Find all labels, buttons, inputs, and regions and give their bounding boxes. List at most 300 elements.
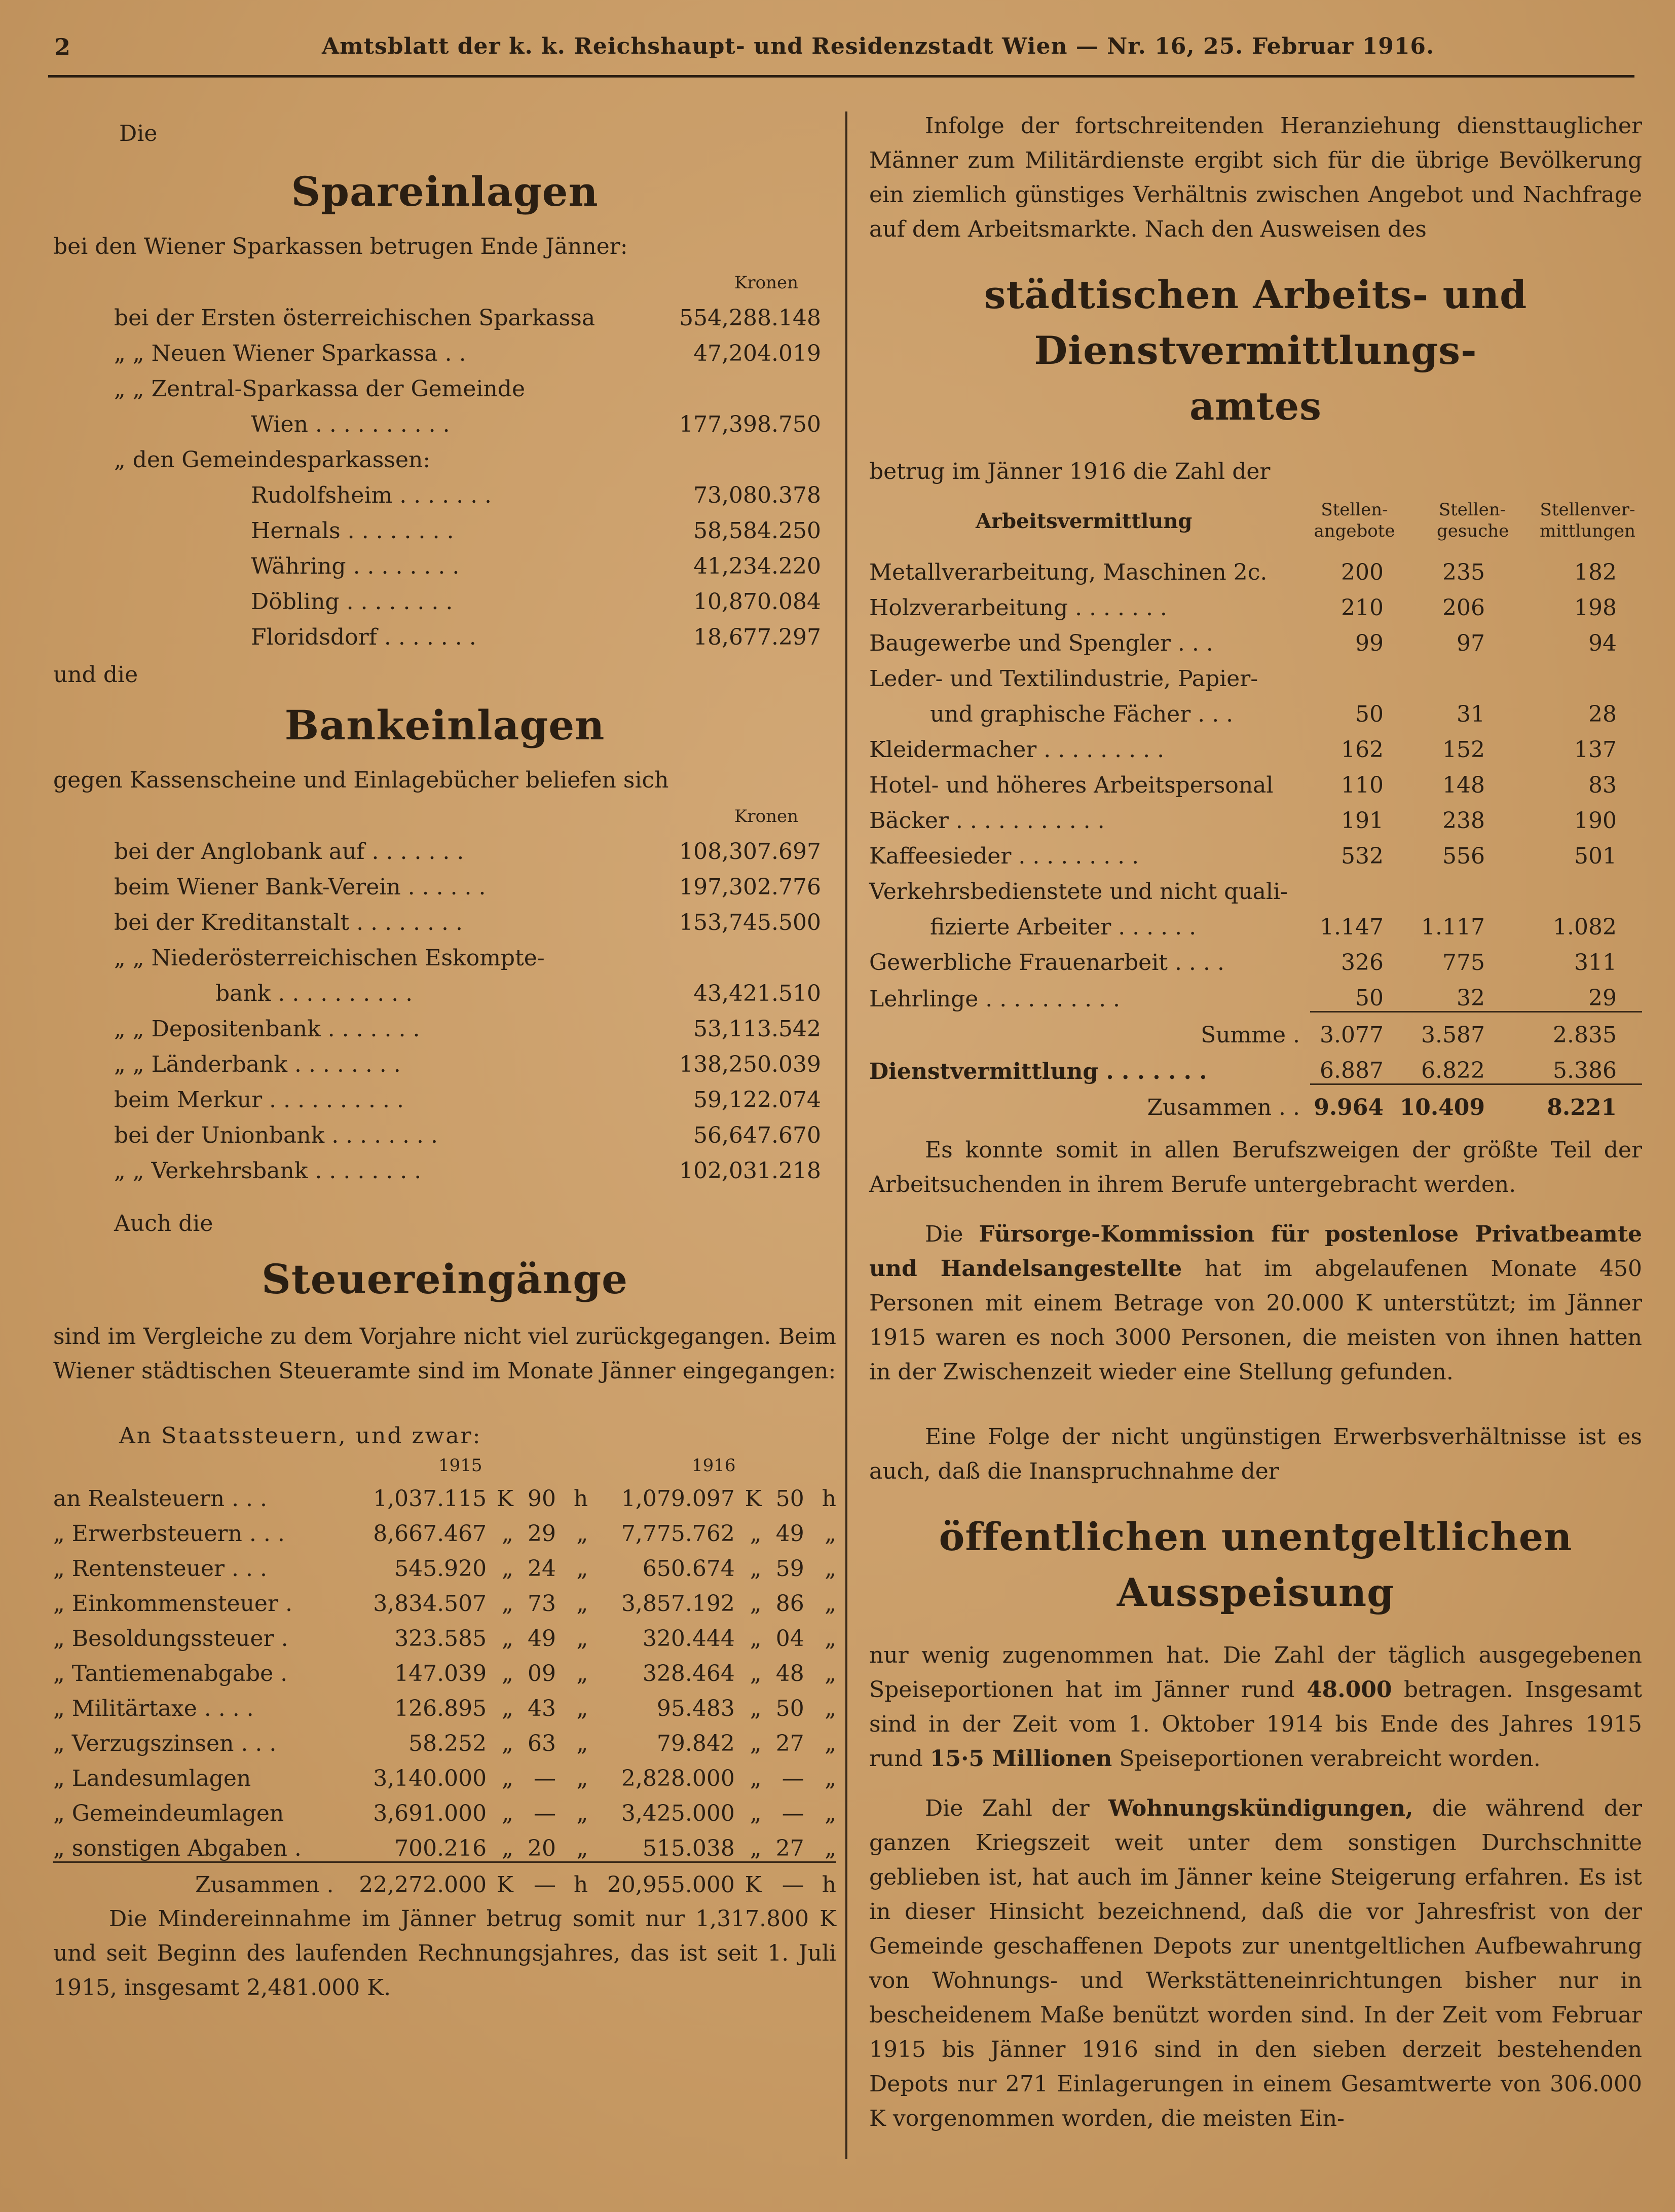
tax-1916-h-unit: h — [804, 1862, 836, 1898]
tax-1916-kronen: 3,425.000 — [621, 1801, 735, 1826]
page-number: 2 — [54, 33, 71, 61]
tax-1915-h-unit: „ — [576, 1801, 588, 1826]
tax-1915-h-unit: h — [556, 1862, 588, 1898]
tax-label: an Realsteuern . . . — [53, 1486, 267, 1512]
arbeit-row — [869, 905, 1642, 940]
bank-row — [114, 865, 836, 900]
fuersorge-kommission: Fürsorge-Kommission für postenlose Privatbeamte und Handelsangestellte — [869, 1221, 1643, 1282]
tax-1916-h-unit: „ — [825, 1591, 836, 1617]
year-1916: 1916 — [692, 1455, 736, 1476]
sparen-row — [114, 473, 836, 508]
tax-1916-kronen: 328.464 — [642, 1661, 735, 1686]
tax-row — [53, 1791, 836, 1826]
bank-label: „ „ Depositenbank . . . . . . . — [114, 1016, 420, 1042]
sparen-row — [114, 579, 836, 615]
bank-label: beim Wiener Bank-Verein . . . . . . — [114, 874, 486, 900]
arbeit-col-3: 8.221 — [1500, 1084, 1642, 1121]
arbeit-col-3: 28 — [1588, 701, 1617, 727]
sparen-row — [114, 508, 836, 544]
tax-1916-kronen: 650.674 — [642, 1556, 735, 1582]
arbeit-col-3: 190 — [1574, 808, 1617, 834]
arbeit-col-2: 97 — [1457, 630, 1485, 656]
tax-1915-h-unit: h — [573, 1486, 588, 1512]
tax-row — [53, 1826, 836, 1862]
arbeit-table-head — [869, 494, 1642, 550]
sparen-table — [114, 295, 836, 650]
arbeit-col-1: 110 — [1341, 772, 1384, 798]
tax-1916-heller: 59 — [775, 1556, 804, 1582]
summe-row — [869, 1012, 1642, 1048]
tax-1915-heller: 09 — [528, 1661, 556, 1686]
bank-subtitle: gegen Kassenscheine und Einlagebücher beliefen sich — [53, 767, 669, 793]
tax-1916-h-unit: „ — [825, 1696, 836, 1721]
tax-1915-kronen: 323.585 — [394, 1626, 487, 1652]
arbeit-col-2: 31 — [1457, 701, 1485, 727]
sparen-value: 18,677.297 — [693, 624, 821, 650]
zusammen-row — [869, 1084, 1642, 1121]
tax-1916-h-unit: h — [822, 1486, 836, 1512]
tax-1916-k-unit: „ — [750, 1835, 762, 1861]
tax-1915-k-unit: „ — [502, 1556, 513, 1582]
arbeit-col-2 — [1399, 869, 1500, 905]
tax-row — [53, 1756, 836, 1791]
bank-row — [114, 829, 836, 865]
tax-1916-k-unit: „ — [750, 1626, 762, 1652]
bank-label: „ „ Länderbank . . . . . . . . — [114, 1052, 401, 1077]
sparen-value: 10,870.084 — [693, 589, 821, 615]
tax-1916-h-unit: „ — [825, 1626, 836, 1652]
bank-label: „ „ Niederösterreichischen Eskompte- — [114, 945, 545, 971]
arbeit-col-3: 198 — [1574, 595, 1617, 621]
tax-row — [53, 1477, 836, 1512]
header-title: Amtsblatt der k. k. Reichshaupt- und Residenzstadt Wien — Nr. 16, 25. Februar 1916. — [322, 33, 1435, 59]
tax-1915-kronen: 147.039 — [394, 1661, 487, 1686]
arbeit-label: Lehrlinge . . . . . . . . . . — [869, 986, 1121, 1012]
tax-1916-heller: 48 — [775, 1661, 804, 1686]
arbeit-label: Dienstvermittlung . . . . . . . — [869, 1058, 1207, 1084]
bank-row — [114, 900, 836, 935]
arbeit-label: und graphische Fächer . . . — [930, 701, 1234, 727]
arbeit-col-2: 235 — [1442, 559, 1485, 585]
bank-row — [114, 1113, 836, 1148]
sparen-label: Rudolfsheim . . . . . . . — [251, 482, 492, 508]
tax-1916-heller: 04 — [775, 1626, 804, 1652]
portion-count: 48.000 — [1307, 1677, 1392, 1703]
tax-1915-k-unit: K — [487, 1862, 513, 1898]
heading-arbeitsamt-1: städtischen Arbeits- und Dienstvermittlungs- — [984, 272, 1528, 373]
sparen-value: 73,080.378 — [693, 482, 821, 508]
arbeit-col-1: 1.147 — [1320, 914, 1384, 940]
portion-millions: 15·5 Millionen — [929, 1746, 1112, 1772]
tax-label: „ Landesumlagen — [53, 1766, 251, 1791]
tax-1915-k-unit: „ — [502, 1661, 513, 1686]
tax-1916-k-unit: „ — [750, 1731, 762, 1756]
tax-1916-k-unit: „ — [750, 1521, 762, 1547]
arbeit-label: Hotel- und höheres Arbeitspersonal — [869, 772, 1274, 798]
header-rule — [48, 75, 1634, 78]
para5-a: Die Zahl der — [925, 1795, 1109, 1821]
tax-1915-heller: 29 — [528, 1521, 556, 1547]
tax-1916-kronen: 1,079.097 — [621, 1486, 735, 1512]
arbeit-col-2: 1.117 — [1421, 914, 1485, 940]
arbeit-col-2: 148 — [1442, 772, 1485, 798]
tax-1915-h-unit: „ — [576, 1591, 588, 1617]
tax-label: „ Verzugszinsen . . . — [53, 1731, 277, 1756]
tax-1916-h-unit: „ — [825, 1556, 836, 1582]
sparen-row — [114, 366, 836, 402]
bank-row — [114, 1006, 836, 1042]
tax-1915-heller: — — [513, 1862, 556, 1898]
arbeit-col-1: 9.964 — [1310, 1084, 1399, 1121]
tax-1916-heller: 86 — [775, 1591, 804, 1617]
tax-1915-heller: 24 — [528, 1556, 556, 1582]
arbeit-col-1 — [1310, 869, 1399, 905]
tax-1916-k-unit: K — [745, 1486, 762, 1512]
arbeit-col-2: 10.409 — [1399, 1084, 1500, 1121]
right-column — [869, 109, 1642, 2136]
bank-row — [114, 1148, 836, 1184]
tax-1916-kronen: 320.444 — [642, 1626, 735, 1652]
arbeit-col-3: 83 — [1588, 772, 1617, 798]
arbeit-col-3 — [1500, 656, 1642, 692]
arbeit-label: Metallverarbeitung, Maschinen 2c. — [869, 559, 1268, 585]
arbeit-row — [869, 798, 1642, 834]
sparen-row — [114, 615, 836, 650]
tax-1916-heller: — — [762, 1862, 804, 1898]
tax-1915-heller: 90 — [528, 1486, 556, 1512]
arbeit-row — [869, 692, 1642, 727]
tax-1915-h-unit: „ — [576, 1731, 588, 1756]
arbeit-label: Verkehrsbedienstete und nicht quali- — [869, 879, 1288, 905]
arbeit-col-1: 99 — [1355, 630, 1384, 656]
bank-label: bei der Unionbank . . . . . . . . — [114, 1122, 438, 1148]
tax-1915-k-unit: „ — [502, 1696, 513, 1721]
sparen-label: „ „ Neuen Wiener Sparkassa . . — [114, 341, 466, 366]
tax-1915-h-unit: „ — [576, 1766, 588, 1791]
sparen-value — [658, 366, 836, 402]
left-column — [53, 109, 836, 2005]
tax-1916-h-unit: „ — [825, 1731, 836, 1756]
arbeit-col-1: 50 — [1355, 985, 1384, 1011]
tax-1915-kronen: 700.216 — [394, 1835, 487, 1861]
sparen-row — [114, 331, 836, 366]
tax-label: „ Einkommensteuer . — [53, 1591, 292, 1617]
tax-row — [53, 1512, 836, 1547]
sparen-label: Wien . . . . . . . . . . — [251, 411, 450, 437]
tax-1915-k-unit: „ — [502, 1591, 513, 1617]
para2-b: hat im abgelaufenen Monate 450 Personen mit einem Betrage von 20.000 K unterstützt; im Jänner 1915 waren es noch 3000 Personen, die meisten von ihnen hatten in der Zwischenzeit wieder eine Stellung gefunden. — [869, 1256, 1642, 1385]
auch-die: Auch die — [114, 1211, 213, 1236]
tax-label: „ Militärtaxe . . . . — [53, 1696, 254, 1721]
tax-label: „ sonstigen Abgaben . — [53, 1835, 302, 1861]
tax-1915-heller: 20 — [528, 1835, 556, 1861]
tax-label: „ Gemeindeumlagen — [53, 1801, 284, 1826]
para-fuersorge — [869, 1217, 1642, 1390]
sparen-value — [658, 437, 836, 473]
sparen-row — [114, 295, 836, 331]
heading-ausspeisung: öffentlichen unentgeltlichen Ausspeisung — [939, 1514, 1573, 1615]
wohnungskuendigungen: Wohnungskündigungen, — [1108, 1795, 1413, 1821]
tax-1916-h-unit: „ — [825, 1661, 836, 1686]
sparen-row — [114, 544, 836, 579]
bank-row — [114, 1042, 836, 1077]
arbeit-col-1: 162 — [1341, 737, 1384, 763]
tax-row — [53, 1547, 836, 1582]
tax-1916-k-unit: „ — [750, 1696, 762, 1721]
heading-spareinlagen: Spareinlagen — [291, 168, 599, 215]
tax-total-row — [53, 1862, 836, 1898]
tax-label: „ Besoldungssteuer . — [53, 1626, 288, 1652]
tax-row — [53, 1721, 836, 1756]
tax-1915-k-unit: „ — [502, 1626, 513, 1652]
bank-label: bei der Anglobank auf . . . . . . . — [114, 839, 464, 865]
heading-steuereingaenge: Steuereingänge — [261, 1255, 628, 1303]
tax-1915-k-unit: „ — [502, 1801, 513, 1826]
heading-bankeinlagen: Bankeinlagen — [284, 701, 605, 749]
bank-label: bank . . . . . . . . . . — [215, 981, 413, 1006]
tax-1915-h-unit: „ — [576, 1696, 588, 1721]
bank-value — [643, 935, 836, 971]
col-stellengesuche: Stellen-gesuche — [1437, 500, 1509, 541]
sparen-subtitle: bei den Wiener Sparkassen betrugen Ende Jänner: — [53, 234, 628, 259]
bank-value: 197,302.776 — [679, 874, 821, 900]
arbeit-col-1: 210 — [1341, 595, 1384, 621]
arbeit-label: Kaffeesieder . . . . . . . . . — [869, 843, 1139, 869]
tax-1916-h-unit: „ — [825, 1766, 836, 1791]
arbeit-col-2: 238 — [1442, 808, 1485, 834]
tax-1916-heller: 27 — [775, 1731, 804, 1756]
tax-1916-heller: 50 — [775, 1486, 804, 1512]
sparen-value: 47,204.019 — [693, 341, 821, 366]
bank-label: beim Merkur . . . . . . . . . . — [114, 1087, 404, 1113]
bank-row — [114, 1077, 836, 1113]
tax-1915-heller: 73 — [528, 1591, 556, 1617]
tax-1915-heller: 63 — [528, 1731, 556, 1756]
tax-1916-k-unit: „ — [750, 1801, 762, 1826]
arbeit-col-2 — [1399, 656, 1500, 692]
arbeit-label: Zusammen . . — [1147, 1095, 1300, 1120]
arbeit-label: Holzverarbeitung . . . . . . . — [869, 595, 1167, 621]
tax-row — [53, 1617, 836, 1652]
tax-1916-heller: 27 — [775, 1835, 804, 1861]
tax-row — [53, 1652, 836, 1686]
tax-1915-h-unit: „ — [576, 1661, 588, 1686]
tax-1915-kronen: 58.252 — [408, 1731, 487, 1756]
tax-1916-k-unit: „ — [750, 1766, 762, 1791]
arbeit-col-3 — [1500, 869, 1642, 905]
tax-1915-heller: 43 — [528, 1696, 556, 1721]
tax-1916-k-unit: „ — [750, 1591, 762, 1617]
tax-label: „ Rentensteuer . . . — [53, 1556, 267, 1582]
arbeit-table — [869, 550, 1642, 1120]
arbeit-col-3: 2.835 — [1500, 1012, 1642, 1048]
sparen-value: 41,234.220 — [693, 553, 821, 579]
tax-1915-heller: — — [534, 1801, 556, 1826]
arbeit-col-3: 29 — [1588, 985, 1617, 1011]
tax-1916-kronen: 2,828.000 — [621, 1766, 735, 1791]
bank-value: 102,031.218 — [679, 1158, 821, 1184]
tax-1916-heller: 50 — [775, 1696, 804, 1721]
tax-1915-h-unit: „ — [576, 1626, 588, 1652]
tax-1915-h-unit: „ — [576, 1556, 588, 1582]
arbeit-label: Leder- und Textilindustrie, Papier- — [869, 666, 1258, 692]
arbeit-col-1: 6.887 — [1320, 1058, 1384, 1083]
tax-1916-kronen: 79.842 — [656, 1731, 735, 1756]
bank-value: 43,421.510 — [693, 981, 821, 1006]
sparen-value: 58,584.250 — [693, 518, 821, 544]
tax-row — [53, 1686, 836, 1721]
heading-arbeitsamt-2: amtes — [1189, 384, 1322, 429]
arbeit-col-1: 532 — [1341, 843, 1384, 869]
tax-1915-h-unit: „ — [576, 1521, 588, 1547]
para-folge: Eine Folge der nicht ungünstigen Erwerbsverhältnisse ist es auch, daß die Inanspruchnahme der — [869, 1424, 1642, 1484]
arbeit-label: Bäcker . . . . . . . . . . . — [869, 808, 1105, 834]
arbeit-row — [869, 656, 1642, 692]
arbeit-row — [869, 585, 1642, 621]
arbeit-row — [869, 727, 1642, 763]
tax-1915-kronen: 3,140.000 — [373, 1766, 487, 1791]
col-stellenangebote: Stellen-angebote — [1314, 500, 1395, 541]
sparen-value: 177,398.750 — [679, 411, 821, 437]
tax-1915-heller: — — [534, 1766, 556, 1791]
arbeit-label: Summe . — [1201, 1022, 1300, 1048]
arbeit-col-2: 152 — [1442, 737, 1485, 763]
sparen-value: 554,288.148 — [679, 305, 821, 331]
tax-label: „ Erwerbsteuern . . . — [53, 1521, 285, 1547]
bank-label: bei der Kreditanstalt . . . . . . . . — [114, 910, 463, 935]
arbeit-label: Gewerbliche Frauenarbeit . . . . — [869, 950, 1224, 976]
arbeit-col-2: 3.587 — [1399, 1012, 1500, 1048]
intro-die: Die — [119, 121, 158, 146]
arbeit-row — [869, 940, 1642, 976]
para2-a: Die — [925, 1221, 979, 1247]
sparen-row — [114, 402, 836, 437]
tax-row — [53, 1582, 836, 1617]
para-berufszweige: Es konnte somit in allen Berufszweigen der größte Teil der Arbeitsuchenden in ihrem Berufe untergebracht werden. — [869, 1137, 1642, 1197]
year-heads — [53, 1453, 836, 1477]
tax-1916-kronen: 3,857.192 — [621, 1591, 735, 1617]
sparen-label: „ „ Zentral-Sparkassa der Gemeinde — [114, 376, 526, 402]
arbeit-col-3: 94 — [1588, 630, 1617, 656]
col-head-arbeit: Arbeitsvermittlung — [976, 509, 1193, 533]
tax-1916-kronen: 20,955.000 — [588, 1862, 735, 1898]
arbeit-col-2: 206 — [1442, 595, 1485, 621]
tax-1916-kronen: 7,775.762 — [621, 1521, 735, 1547]
bank-value: 59,122.074 — [693, 1087, 821, 1113]
col-stellenvermittlungen: Stellenver-mittlungen — [1540, 500, 1635, 541]
arbeit-col-3: 182 — [1574, 559, 1617, 585]
dienst-row — [869, 1048, 1642, 1084]
intro-text: Infolge der fortschreitenden Heranziehung diensttauglicher Männer zum Militärdienste ergibt sich für die übrige Bevölkerung ein ziemlich günstiges Verhältnis zwischen Angebot und Nachfrage auf dem Arbeitsmarkte. Nach den Ausweisen des — [869, 113, 1642, 242]
bank-value: 138,250.039 — [679, 1052, 821, 1077]
arbeit-col-2: 32 — [1457, 985, 1485, 1011]
tax-1915-kronen: 22,272.000 — [352, 1862, 487, 1898]
arbeit-col-1: 191 — [1341, 808, 1384, 834]
para4-a: nur wenig zugenommen hat. Die Zahl der täglich ausgegebenen Speiseportionen hat im Jänner rund — [869, 1642, 1642, 1703]
steuer-text: sind im Vergleiche zu dem Vorjahre nicht viel zurückgegangen. Beim Wiener städtischen Steueramte sind im Monate Jänner eingegangen: — [53, 1324, 836, 1384]
arbeit-row — [869, 869, 1642, 905]
bank-value: 153,745.500 — [679, 910, 821, 935]
tax-1916-h-unit: „ — [825, 1835, 836, 1861]
arbeit-row — [869, 621, 1642, 656]
arbeit-col-3: 137 — [1574, 737, 1617, 763]
und-die: und die — [53, 662, 138, 688]
minder-text: Die Mindereinnahme im Jänner betrug somit nur 1,317.800 K und seit Beginn des laufenden Rechnungsjahres, das ist seit 1. Juli 1915, insgesamt 2,481.000 K. — [53, 1906, 836, 2001]
sparen-row — [114, 437, 836, 473]
tax-1916-h-unit: „ — [825, 1801, 836, 1826]
tax-1916-k-unit: K — [735, 1862, 762, 1898]
sparen-label: „ den Gemeindesparkassen: — [114, 447, 431, 473]
tax-1916-heller: 49 — [775, 1521, 804, 1547]
tax-1915-kronen: 8,667.467 — [373, 1521, 487, 1547]
column-divider — [845, 111, 847, 2159]
sparen-label: Währing . . . . . . . . — [251, 553, 460, 579]
page-header — [48, 29, 1634, 65]
para4-c: betragen. Insgesamt sind in der Zeit vom 1. Oktober 1914 bis Ende des Jahres 1915 rund — [869, 1677, 1642, 1772]
tax-1916-heller: — — [781, 1801, 804, 1826]
tax-1915-kronen: 3,691.000 — [373, 1801, 487, 1826]
tax-1915-kronen: 3,834.507 — [373, 1591, 487, 1617]
arbeit-col-2: 6.822 — [1421, 1058, 1485, 1083]
tax-1915-k-unit: „ — [502, 1521, 513, 1547]
arbeit-col-2: 556 — [1442, 843, 1485, 869]
staatssteuern-line: An Staatssteuern, und zwar: — [119, 1423, 482, 1449]
arbeit-col-2: 775 — [1442, 950, 1485, 976]
bank-row — [114, 971, 836, 1006]
tax-1916-k-unit: „ — [750, 1661, 762, 1686]
tax-1915-heller: 49 — [528, 1626, 556, 1652]
tax-1915-k-unit: „ — [502, 1835, 513, 1861]
kronen-label: Kronen — [734, 273, 798, 293]
para4-d: Speiseportionen verabreicht worden. — [1112, 1746, 1541, 1772]
arbeit-row — [869, 834, 1642, 869]
arbeit-label: Baugewerbe und Spengler . . . — [869, 630, 1213, 656]
bank-value: 108,307.697 — [679, 839, 821, 865]
kronen-label-2: Kronen — [734, 806, 798, 827]
arbeit-label: fizierte Arbeiter . . . . . . — [930, 914, 1197, 940]
bank-label: „ „ Verkehrsbank . . . . . . . . — [114, 1158, 422, 1184]
arbeit-col-1 — [1310, 656, 1399, 692]
tax-1916-h-unit: „ — [825, 1521, 836, 1547]
bank-table — [114, 829, 836, 1184]
arbeit-col-3: 501 — [1574, 843, 1617, 869]
arbeit-row — [869, 763, 1642, 798]
bank-row — [114, 935, 836, 971]
arbeit-col-1: 3.077 — [1310, 1012, 1399, 1048]
sparen-label: Hernals . . . . . . . . — [251, 518, 454, 544]
tax-1915-k-unit: „ — [502, 1731, 513, 1756]
arbeit-col-3: 1.082 — [1553, 914, 1617, 940]
arbeit-row — [869, 976, 1642, 1012]
arbeit-label: Kleidermacher . . . . . . . . . — [869, 737, 1165, 763]
tax-1916-kronen: 95.483 — [656, 1696, 735, 1721]
tax-1915-kronen: 545.920 — [394, 1556, 487, 1582]
tax-1916-k-unit: „ — [750, 1556, 762, 1582]
tax-1916-kronen: 515.038 — [642, 1835, 735, 1861]
tax-1915-h-unit: „ — [576, 1835, 588, 1861]
para5-b: die während der ganzen Kriegszeit weit unter dem sonstigen Durchschnitte geblieben ist, hat auch im Jänner keine Steigerung erfahren. Es ist in dieser Hinsicht bezeichnend, daß die vor Jahresfrist von der Gemeinde geschaffenen Depots zur unentgeltlichen Aufbewahrung von Wohnungs- und Werkstätteneinrichtungen bisher nur in bescheidenem Maße benützt worden sind. In der Zeit vom Februar 1915 bis Jänner 1916 sind in den sieben derzeit bestehenden Depots nur 271 Einlagerungen in einem Gesamtwerte von 306.000 K vorgenommen worden, die meisten Ein- — [869, 1795, 1642, 2131]
tax-1915-k-unit: „ — [502, 1766, 513, 1791]
tax-label: „ Tantiemenabgabe . — [53, 1661, 288, 1686]
year-1915: 1915 — [438, 1455, 482, 1476]
sparen-label: bei der Ersten österreichischen Sparkassa — [114, 305, 595, 331]
arbeit-col-1: 200 — [1341, 559, 1384, 585]
arbeit-col-3: 311 — [1574, 950, 1617, 976]
arbeit-col-1: 50 — [1355, 701, 1384, 727]
arbeit-row — [869, 550, 1642, 585]
tax-table — [53, 1477, 836, 1898]
bank-value: 56,647.670 — [693, 1122, 821, 1148]
